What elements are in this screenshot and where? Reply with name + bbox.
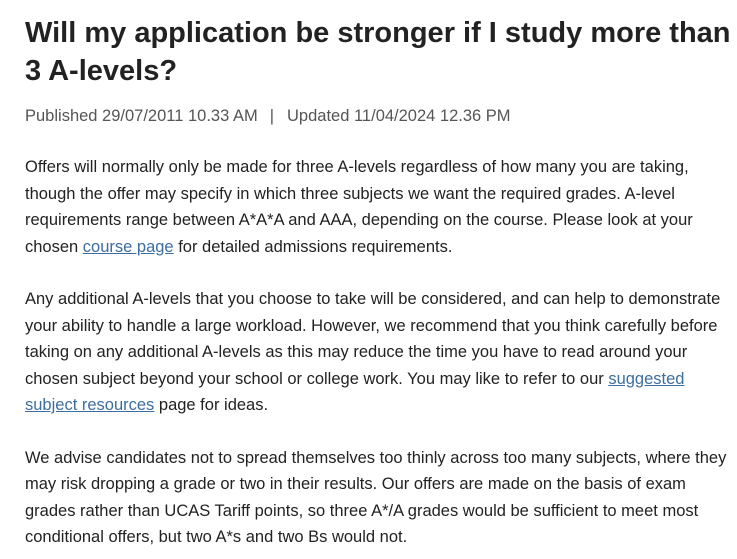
updated-date: Updated 11/04/2024 12.36 PM bbox=[287, 107, 511, 125]
paragraph-additional-alevels bbox=[25, 286, 737, 419]
subject-resources-link[interactable]: suggested subject resources bbox=[25, 369, 685, 414]
article-meta bbox=[25, 105, 737, 127]
published-date: Published 29/07/2011 10.33 AM bbox=[25, 107, 258, 125]
paragraph-text: page for ideas. bbox=[154, 396, 269, 414]
paragraph-offers bbox=[25, 154, 737, 260]
paragraph-text: for detailed admissions requirements. bbox=[173, 237, 453, 256]
article bbox=[25, 0, 737, 551]
article-body bbox=[25, 154, 737, 551]
page-title: Will my application be stronger if I study more than 3 A-levels? bbox=[25, 17, 731, 87]
meta-separator: | bbox=[269, 107, 275, 125]
paragraph-text: Any additional A-levels that you choose to take will be considered, and can help to demonstrate your ability to handle a large workload. However, we recommend that you think carefully before taking on any additional A-levels as this may reduce the time you have to read around your chosen subject beyond your school or college work. You may like to refer to our bbox=[25, 290, 721, 388]
paragraph-advice: We advise candidates not to spread themselves too thinly across too many subjects, where they may risk dropping a grade or two in their results. Our offers are made on the basis of exam grades rather than UCAS Tariff points, so three A*/A grades would be sufficient to meet most conditional offers, but two A*s and two Bs would not. bbox=[25, 448, 727, 546]
course-page-link[interactable]: course page bbox=[82, 237, 174, 256]
paragraph-text: Offers will normally only be made for three A-levels regardless of how many you are taking, though the offer may specify in which three subjects we want the required grades. A-level requirements range between A*A*A and AAA, depending on the course. Please look at your chosen bbox=[25, 158, 693, 256]
